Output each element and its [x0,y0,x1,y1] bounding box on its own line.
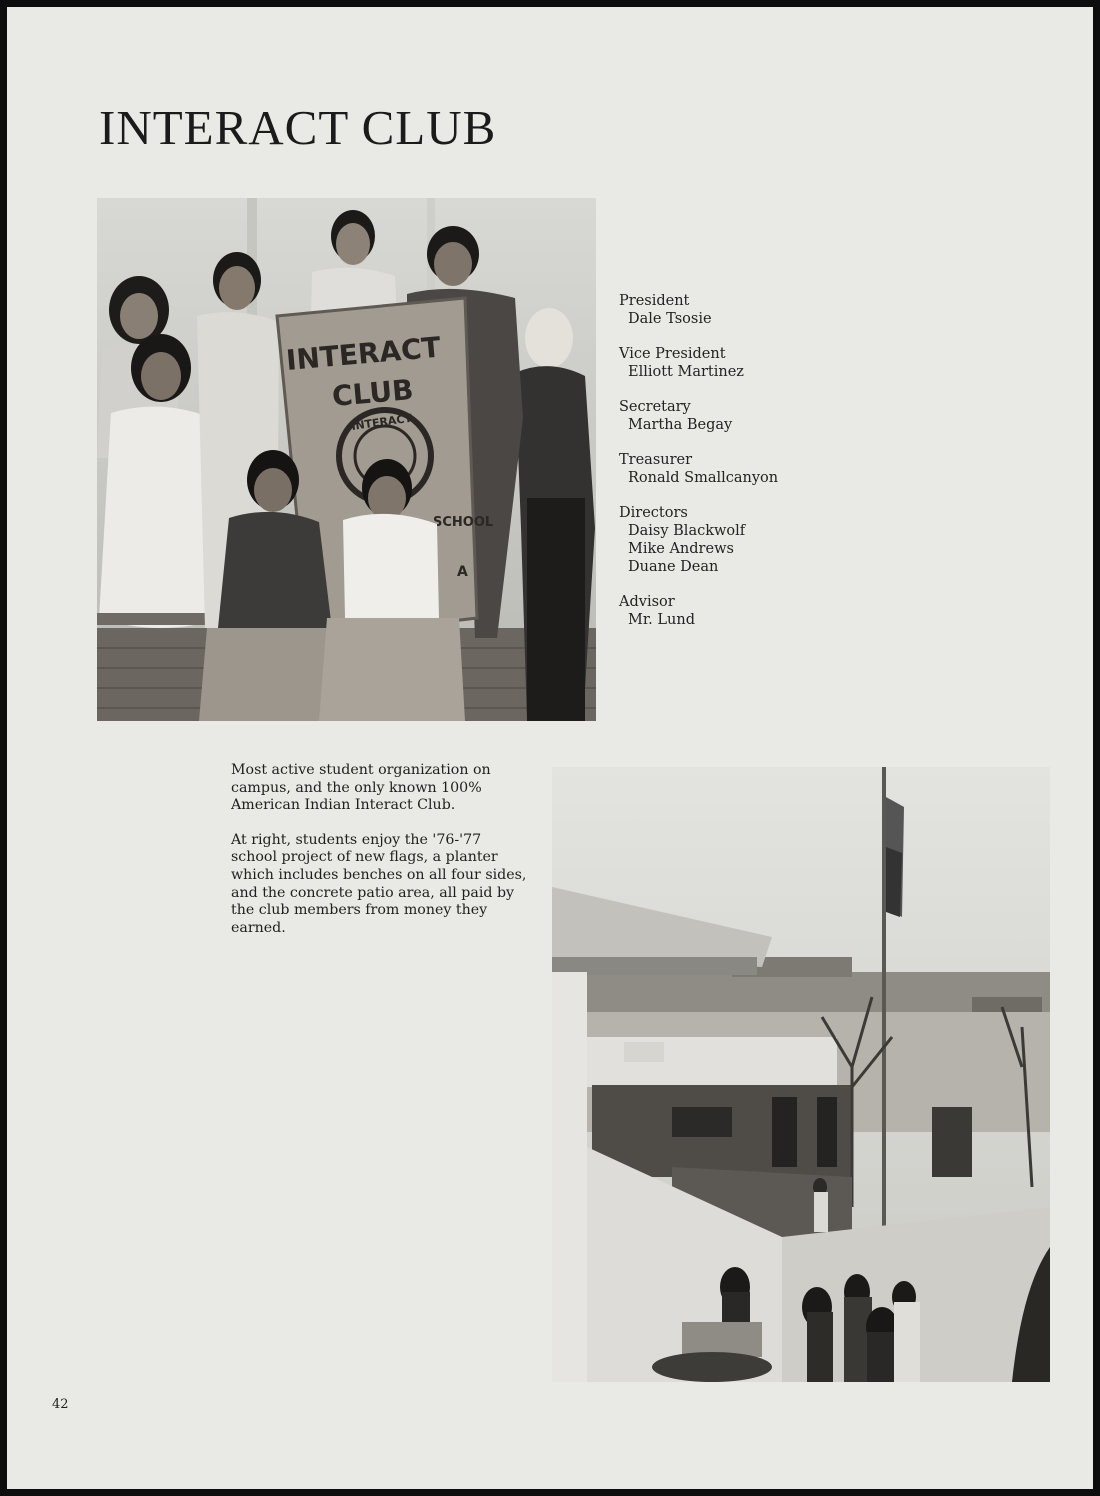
officer-name: Elliott Martinez [628,364,744,380]
officer-advisor [619,593,919,629]
officer-role: Directors [619,505,688,521]
officer-secretary [619,398,919,434]
campus-photo-image [552,767,1050,1382]
caption-paragraph: Most active student organization on campus, and the only known 100% American Indian Interact Club. [231,762,491,814]
officer-name: Dale Tsosie [628,311,712,327]
officer-president [619,292,919,328]
officer-role: President [619,293,690,309]
photo-caption [231,762,531,954]
yearbook-page [7,7,1093,1489]
officer-role: Vice President [619,346,726,362]
officer-directors [619,504,919,576]
group-photo [97,198,596,721]
officer-name: Mr. Lund [628,612,695,628]
campus-photo [552,767,1050,1382]
banner-seal-text: INTERACT [350,411,413,433]
officer-treasurer [619,451,919,487]
officer-name: Mike Andrews [628,541,734,557]
banner-line1: INTERACT [284,330,442,377]
officer-vice-president [619,345,919,381]
banner-line2: CLUB [330,372,415,413]
officer-role: Advisor [619,594,675,610]
group-photo-image [97,198,596,721]
banner-edge-text: SCHOOL [433,515,494,530]
banner-edge-letter: A [457,564,468,580]
officer-name: Ronald Smallcanyon [628,470,779,486]
page-title: INTERACT CLUB [99,100,497,155]
officer-role: Treasurer [619,452,693,468]
officer-name: Martha Begay [628,417,733,433]
officers-list [619,292,919,646]
caption-paragraph: At right, students enjoy the '76-'77 school project of new flags, a planter which includes benches on all four sides, and the concrete patio area, all paid by the club members from money they earned. [231,831,527,936]
page-number: 42 [52,1397,69,1412]
officer-role: Secretary [619,399,691,415]
officer-name: Daisy Blackwolf [628,523,746,539]
officer-name: Duane Dean [628,559,719,575]
